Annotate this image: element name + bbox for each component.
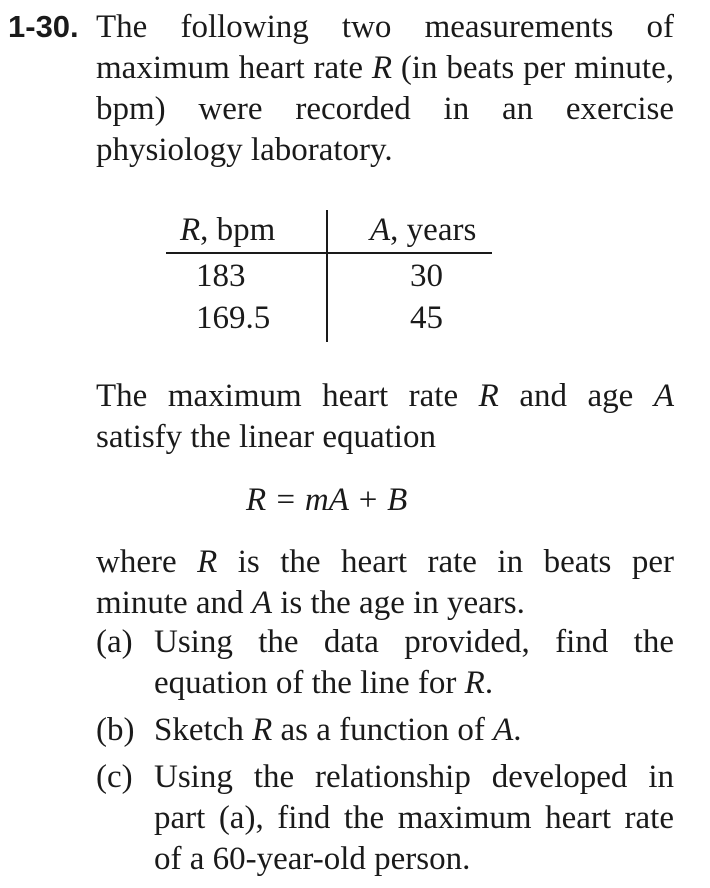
problem-statement — [8, 6, 674, 171]
definitions-text: where R is the heart rate in beats per minute and A is the age in years. — [96, 544, 674, 621]
table-cell: 183 — [196, 258, 246, 294]
part-b: (b) Sketch R as a function of A. — [96, 710, 674, 751]
table-cell: 30 — [410, 258, 443, 294]
table-cell: 169.5 — [196, 300, 271, 336]
part-label: (a) — [96, 624, 133, 660]
linear-equation: R = mA + B — [246, 482, 408, 518]
problem-intro: 1-30. The following two measurements of maximum heart rate R (in beats per minute, bpm) were recorded in an exercise physiology laboratory. — [8, 6, 674, 171]
part-c: (c) Using the relationship developed in part (a), find the maximum heart rate of a 60-year-old person. — [96, 759, 674, 877]
problem-number: 1-30. — [8, 9, 79, 44]
part-a: (a) Using the data provided, find the equation of the line for R. — [96, 624, 674, 701]
relation-text: The maximum heart rate R and age A satisfy the linear equation — [96, 378, 674, 455]
table-header-heart-rate: R, bpm — [180, 212, 276, 248]
question-parts — [96, 622, 674, 880]
part-label: (c) — [96, 759, 133, 795]
part-label: (b) — [96, 712, 135, 748]
table-column-divider — [326, 210, 328, 342]
table-header-age: A, years — [370, 212, 477, 248]
data-table — [166, 210, 492, 342]
table-cell: 45 — [410, 300, 443, 336]
table-header-rule — [166, 252, 492, 254]
